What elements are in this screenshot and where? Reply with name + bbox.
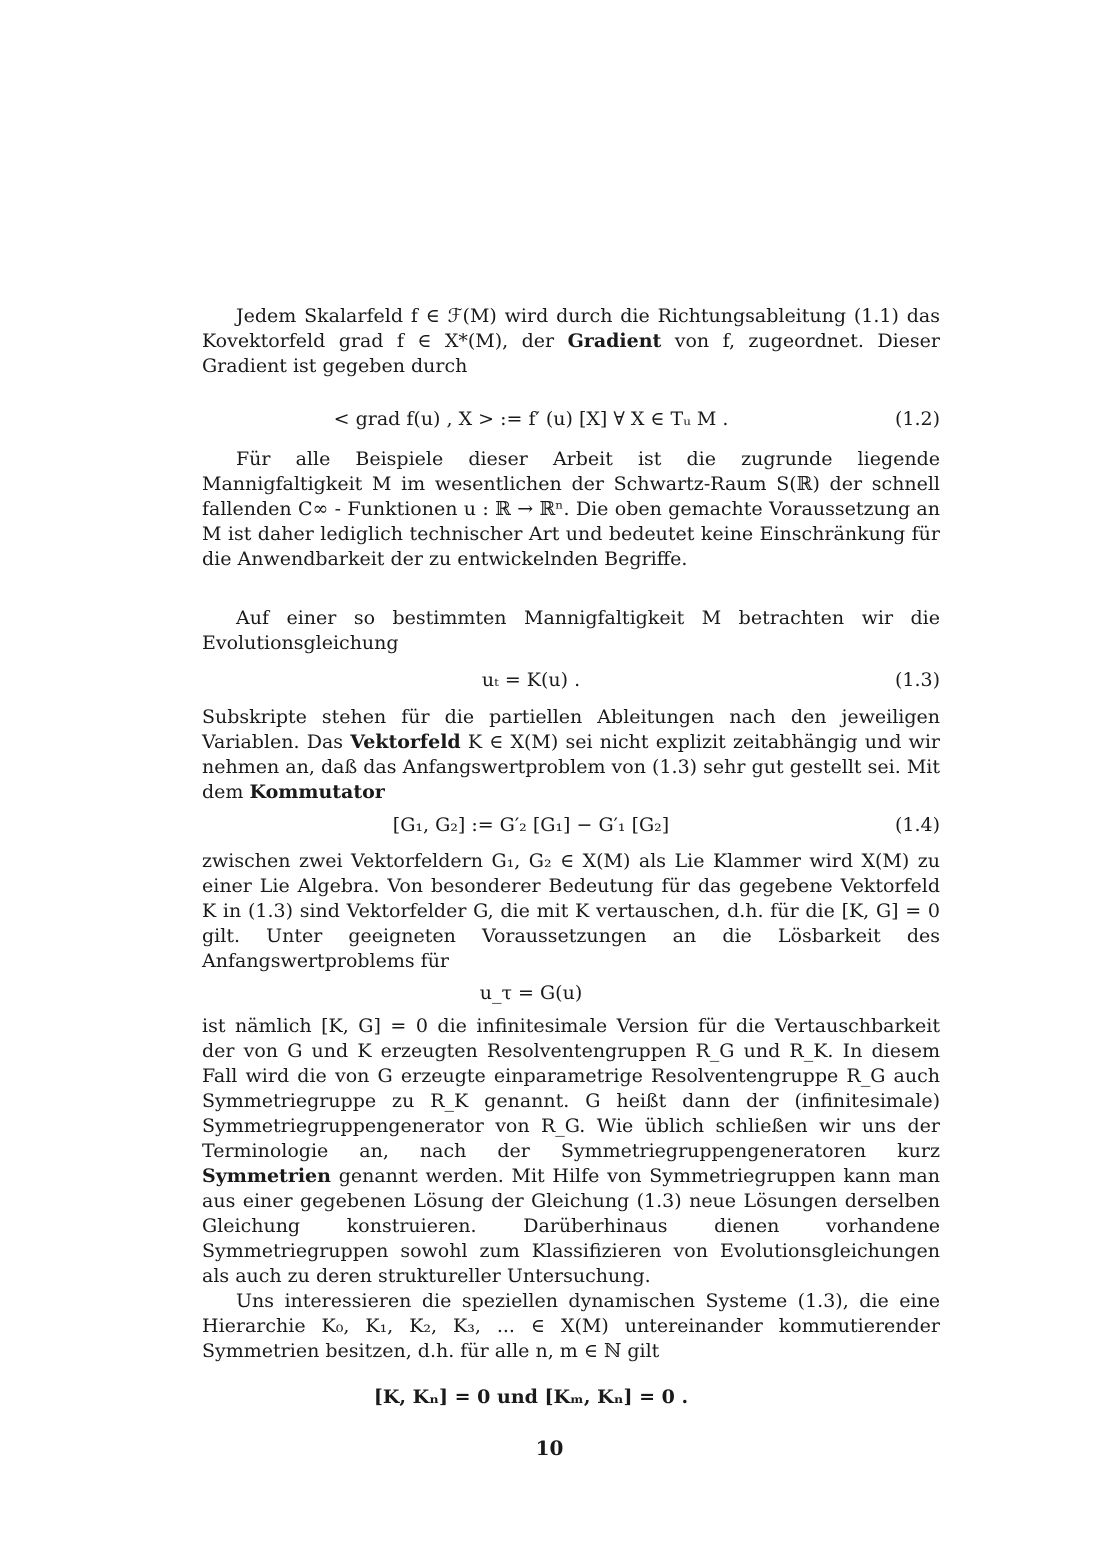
term-gradient: Gradient [567,330,662,352]
paragraph-gradient [202,304,940,379]
paragraph-vectorfield [202,705,940,805]
equation-1-2 [202,405,940,433]
equation-1-4 [202,811,940,839]
paragraph-text: Subskripte stehen für die partiellen Ableitungen nach den jeweiligen Variablen. Das [202,706,940,753]
equation-commuting [202,1383,940,1411]
paragraph-text: ist nämlich [K, G] = 0 die infinitesimale Version für die Vertauschbarkeit der von G und K erzeugten Resolventengruppen R_G und R_K. In diesem Fall wird die von G erzeugte einparametrige Resolventengruppe R_G auch Symmetriegruppe zu R_K genannt. G heißt dann der (infinitesimale) Symmetriegruppengenerator von R_G. Wie üblich schließen wir uns der Terminologie an, nach der Symmetriegruppengeneratoren kurz [202,1015,940,1162]
equation-body: < grad f(u) , X > := f′ (u) [X] ∀ X ∈ Tᵤ M . [333,408,729,430]
equation-body: u_τ = G(u) [479,982,583,1004]
equation-1-3 [202,666,940,694]
paragraph-text: Jedem Skalarfeld f ∈ ℱ(M) wird durch die Richtungsableitung (1.1) das Kovektorfeld grad f ∈ X*(M), der [202,305,940,352]
paragraph-evolution [202,606,940,656]
paragraph-manifold [202,447,940,572]
paragraph-hierarchy: Uns interessieren die speziellen dynamischen Systeme (1.3), die eine Hierarchie K₀, K₁, K₂, K₃, ... ∈ X(M) untereinander kommutierender Symmetrien besitzen, d.h. für alle n, m ∈ ℕ gilt [202,1290,940,1362]
paragraph-text: von f, zugeordnet. Dieser Gradient ist gegeben durch [202,330,940,377]
term-kommutator: Kommutator [249,781,385,803]
equation-symmetry-flow [202,979,940,1007]
term-symmetrien: Symmetrien [202,1165,331,1187]
paragraph-symmetries [202,1014,940,1364]
page-number: 10 [535,1436,564,1460]
paragraph-text: Auf einer so bestimmten Mannigfaltigkeit M betrachten wir die Evolutionsgleichung [202,607,940,654]
term-vektorfeld: Vektorfeld [350,731,461,753]
equation-body: [G₁, G₂] := G′₂ [G₁] − G′₁ [G₂] [392,814,670,836]
paragraph-lie-algebra [202,849,940,974]
paragraph-text: genannt werden. Mit Hilfe von Symmetriegruppen kann man aus einer gegebenen Lösung der Gleichung (1.3) neue Lösungen derselben Gleichung konstruieren. Darüberhinaus dienen vorhandene Symmetriegruppen sowohl zum Klassifizieren von Evolutionsgleichungen als auch zu deren struktureller Untersuchung. [202,1165,940,1287]
equation-body: [K, Kₙ] = 0 und [Kₘ, Kₙ] = 0 . [373,1386,689,1408]
equation-number: (1.2) [894,408,940,430]
paragraph-text: K ∈ X(M) sei nicht explizit zeitabhängig und wir nehmen an, daß das Anfangswertproblem von (1.3) sehr gut gestellt sei. Mit dem [202,731,940,803]
paragraph-text: Für alle Beispiele dieser Arbeit ist die zugrunde liegende Mannigfaltigkeit M im wesentlichen der Schwartz-Raum S(ℝ) der schnell fallenden C∞ - Funktionen u : ℝ → ℝⁿ. Die oben gemachte Voraussetzung an M ist daher lediglich technischer Art und bedeutet keine Einschränkung für die Anwendbarkeit der zu entwickelnden Begriffe. [202,448,940,570]
equation-number: (1.4) [894,814,940,836]
equation-number: (1.3) [894,669,940,691]
equation-body: uₜ = K(u) . [481,669,581,691]
paragraph-text: zwischen zwei Vektorfeldern G₁, G₂ ∈ X(M) als Lie Klammer wird X(M) zu einer Lie Algebra. Von besonderer Bedeutung für das gegebene Vektorfeld K in (1.3) sind Vektorfelder G, die mit K vertauschen, d.h. für die [K, G] = 0 gilt. Unter geeigneten Voraussetzungen an die Lösbarkeit des Anfangswertproblems für [202,850,940,972]
